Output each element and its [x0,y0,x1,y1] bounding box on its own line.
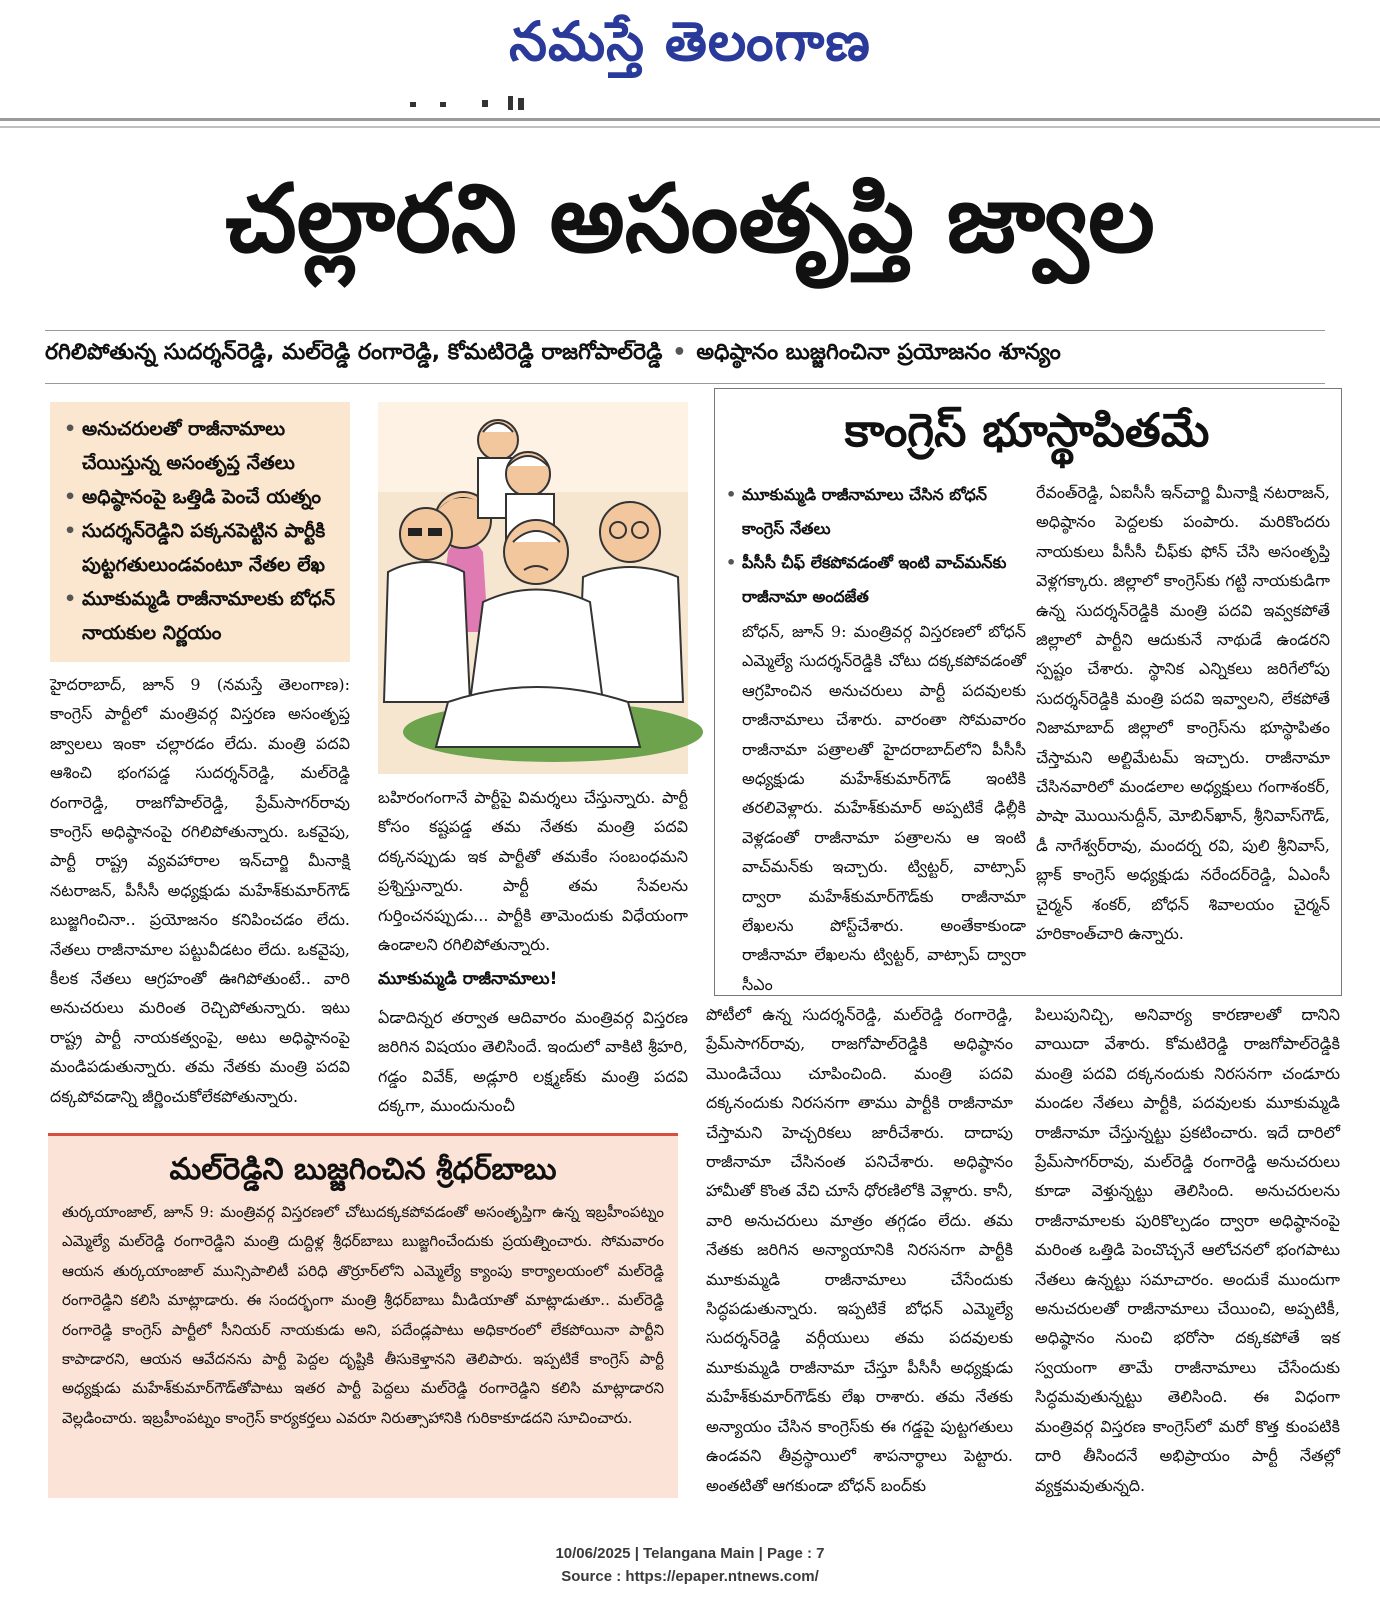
page-footer-source: Source : https://epaper.ntnews.com/ [561,1568,819,1585]
masthead-rule [0,118,1380,121]
article-column-3: పోటీలో ఉన్న సుదర్శన్‌రెడ్డి, మల్‌రెడ్డి రంగారెడ్డి, ప్రేమ్‌సాగర్‌రావు, రాజగోపాల్‌రెడ్డికి అధిష్ఠానం మొండిచేయి చూపించింది. మంత్రి పదవి దక్కనందుకు నిరసనగా తాము పార్టీకి రాజీనామా చేస్తామని హెచ్చరికలు జారీచేశారు. దాదాపు రాజీనామా చేసినంత పనిచేశారు. అధిష్ఠానం హామీతో కొంత వేచి చూసే ధోరణిలోకి వెళ్లారు. కానీ, వారి అనుచరులు మాత్రం తగ్గడం లేదు. తమ నేతకు జరిగిన అన్యాయానికి నిరసనగా పార్టీకి మూకుమ్మడి రాజీనామాలు చేసేందుకు సిద్ధపడుతున్నారు. ఇప్పటికే బోధన్ ఎమ్మెల్యే సుదర్శన్‌రెడ్డి వర్గీయులు తమ పదవులకు మూకుమ్మడి రాజీనామా చేస్తూ పీసీసీ అధ్యక్షుడు మహేశ్‌కుమార్‌గౌడ్‌కు లేఖ రాశారు. తమ నేతకు అన్యాయం చేసిన కాంగ్రెస్‌కు ఈ గడ్డపై పుట్టగతులు ఉండవని తీవ్రస్థాయిలో శాపనార్థాలు పెట్టారు. అంతటితో ఆగకుండా బోధన్ బంద్‌కు [706,1005,1013,1495]
article-column-2: బహిరంగంగానే పార్టీపై విమర్శలు చేస్తున్నారు. పార్టీ కోసం కష్టపడ్డ తమ నేతకు మంత్రి పదవి దక్కనప్పుడు ఇక పార్టీతో తమకేం సంబంధమని ప్రశ్నిస్తున్నారు. పార్టీ తమ సేవలను గుర్తించనప్పుడు... పార్టీకి తామెందుకు విధేయంగా ఉండాలని రగిలిపోతున్నారు. [378,788,688,955]
highlights-box [50,402,350,662]
article-column-2-continued: ఏడాదిన్నర తర్వాత ఆదివారం మంత్రివర్గ విస్తరణ జరిగిన విషయం తెలిసిందే. ఇందులో వాకిటి శ్రీహరి, గడ్డం వివేక్, అడ్లూరి లక్ష్మణ్‌కు మంత్రి పదవి దక్కగా, ముందునుంచీ [378,1008,688,1116]
masthead-ornament [410,96,540,112]
boxed-story-title: మల్‌రెడ్డిని బుజ్జగించిన శ్రీధర్‌బాబు [169,1152,557,1187]
article-column-1: హైదరాబాద్, జూన్ 9 (నమస్తే తెలంగాణ): కాంగ్రెస్ పార్టీలో మంత్రివర్గ విస్తరణ అసంతృప్త జ్వాలలు ఇంకా చల్లారడం లేదు. మంత్రి పదవి ఆశించి భంగపడ్డ సుదర్శన్‌రెడ్డి, మల్‌రెడ్డి రంగారెడ్డి, రాజగోపాల్‌రెడ్డి, ప్రేమ్‌సాగర్‌రావు కాంగ్రెస్ అధిష్ఠానంపై రగిలిపోతున్నారు. ఒకవైపు, పార్టీ రాష్ట్ర వ్యవహారాల ఇన్‌చార్జి మీనాక్షి నటరాజన్, పీసీసీ అధ్యక్షుడు మహేశ్‌కుమార్‌గౌడ్ బుజ్జగించినా.. ప్రయోజనం కనిపించడం లేదు. నేతలు రాజీనామాల పట్టువీడటం లేదు. ఒకవైపు, కీలక నేతలు ఆగ్రహంతో ఊగిపోతుంటే.. వారి అనుచరులు మరింత రెచ్చిపోతున్నారు. ఇటు రాష్ట్ర పార్టీ నాయకత్వంపై, అటు అధిష్ఠానంపై మండిపడుతున్నారు. తమ నేతకు మంత్రి పదవి దక్కపోవడాన్ని జీర్ణించుకోలేకపోతున్నారు. [50,675,350,1106]
sidebar-story-highlights [726,478,1026,614]
page-headline: చల్లారని అసంతృప్తి జ్వాల [225,165,1155,274]
subdeck-part2: అధిష్ఠానం బుజ్జగించినా ప్రయోజనం శూన్యం [696,340,1061,365]
highlight-item: • అధిష్ఠానంపై ఒత్తిడి పెంచే యత్నం [64,480,338,514]
article-column-4: పిలుపునిచ్చి, అనివార్య కారణాలతో దానిని వాయిదా వేశారు. కోమటిరెడ్డి రాజగోపాల్‌రెడ్డికి మంత్రి పదవి దక్కనందుకు నిరసనగా చండూరు మండల నేతలు పార్టీకి, పదవులకు మూకుమ్మడి రాజీనామా చేస్తున్నట్టు ప్రకటించారు. ఇదే దారిలో ప్రేమ్‌సాగర్‌రావు, మల్‌రెడ్డి రంగారెడ్డి అనుచరులు కూడా వెళ్తున్నట్టు తెలిసింది. అనుచరులను రాజీనామాలకు పురికొల్పడం ద్వారా అధిష్ఠానంపై మరింత ఒత్తిడి పెంచొచ్చనే ఆలోచనలో భంగపాటు నేతలు ఉన్నట్టు సమాచారం. అందుకే ముందుగా అనుచరులతో రాజీనామాలు చేయించి, అప్పటికీ, అధిష్ఠానం నుంచి భరోసా దక్కకపోతే ఇక స్వయంగా తామే రాజీనామాలు చేసేందుకు సిద్ధమవుతున్నట్టు తెలిసింది. ఈ విధంగా మంత్రివర్గ విస్తరణ కాంగ్రెస్‌లో మరో కొత్త కుంపటికి దారి తీసిందనే అభిప్రాయం పార్టీ నేతల్లో వ్యక్తమవుతున్నది. [1035,1005,1340,1495]
sidebar-story-column-a: బోధన్, జూన్ 9: మంత్రివర్గ విస్తరణలో బోధన్ ఎమ్మెల్యే సుదర్శన్‌రెడ్డికి చోటు దక్కకపోవడంతో ఆగ్రహించిన అనుచరులు పార్టీ పదవులకు రాజీనామాలు చేశారు. వారంతా సోమవారం రాజీనామా పత్రాలతో హైదరాబాద్‌లోని పీసీసీ అధ్యక్షుడు మహేశ్‌కుమార్‌గౌడ్ ఇంటికి తరలివెళ్లారు. మహేశ్‌కుమార్ అప్పటికే ఢిల్లీకి వెళ్లడంతో రాజీనామా పత్రాలను ఆ ఇంటి వాచ్‌మన్‌కు ఇచ్చారు. ట్విట్టర్, వాట్సాప్ ద్వారా మహేశ్‌కుమార్‌గౌడ్‌కు రాజీనామా లేఖలను పోస్ట్‌చేశారు. అంతేకాకుండా రాజీనామా లేఖలను ట్విట్టర్, వాట్సాప్ ద్వారా సీఎం [742,622,1026,994]
cartoon-illustration [378,402,688,774]
masthead-rule-thin [0,126,1380,128]
subdeck [45,340,1345,370]
sidebar-highlight-item: • పీసీసీ చీఫ్ లేకపోవడంతో ఇంటి వాచ్‌మన్‌కు రాజీనామా అందజేత [726,546,1026,614]
sidebar-story-column-b: రేవంత్‌రెడ్డి, ఏఐసీసీ ఇన్‌చార్జి మీనాక్షి నటరాజన్, అధిష్ఠానం పెద్దలకు పంపారు. మరికొందరు నాయకులు పీసీసీ చీఫ్‌కు ఫోన్ చేసి అసంతృప్తి వెళ్లగక్కారు. జిల్లాలో కాంగ్రెస్‌కు గట్టి నాయకుడిగా ఉన్న సుదర్శన్‌రెడ్డికి మంత్రి పదవి ఇవ్వకపోతే జిల్లాలో పార్టీని ఆదుకునే నాథుడే ఉండరని స్పష్టం చేశారు. స్థానిక ఎన్నికలు జరిగేలోపు సుదర్శన్‌రెడ్డికి మంత్రి పదవి ఇవ్వాలని, లేకపోతే నిజామాబాద్ జిల్లాలో కాంగ్రెస్‌ను భూస్థాపితం చేస్తామని అల్టిమేటమ్ ఇచ్చారు. రాజీనామా చేసినవారిలో మండలాల అధ్యక్షులు గంగాశంకర్, పాషా మొయినుద్దీన్, మోబిన్‌ఖాన్, శ్రీనివాస్‌గౌడ్, డీ నాగేశ్వర్‌రావు, మందర్న రవి, పులి శ్రీనివాస్, బ్లాక్ కాంగ్రెస్ అధ్యక్షుడు నరేందర్‌రెడ్డి, ఏఎంసీ చైర్మన్ శంకర్, బోధన్ శివాలయం చైర్మన్ హరికాంత్‌చారి ఉన్నారు. [1036,483,1330,944]
sidebar-highlight-item: • మూకుమ్మడి రాజీనామాలు చేసిన బోధన్ కాంగ్రెస్ నేతలు [726,478,1026,546]
bullet-icon: • [672,340,687,365]
subdeck-part1: రగిలిపోతున్న సుదర్శన్‌రెడ్డి, మల్‌రెడ్డి రంగారెడ్డి, కోమటిరెడ్డి రాజగోపాల్‌రెడ్డి [45,340,663,365]
article-subheading: మూకుమ్మడి రాజీనామాలు! [378,969,558,989]
masthead: నమస్తే తెలంగాణ [509,10,871,73]
highlight-item: • అనుచరులతో రాజీనామాలు చేయిస్తున్న అసంతృప్త నేతలు [64,412,338,480]
sidebar-story-title: కాంగ్రెస్ భూస్థాపితమే [844,403,1210,457]
highlights-list [50,402,350,650]
highlight-item: • మూకుమ్మడి రాజీనామాలకు బోధన్ నాయకుల నిర్ణయం [64,582,338,650]
boxed-story-body: తుర్కయాంజాల్, జూన్ 9: మంత్రివర్గ విస్తరణలో చోటుదక్కకపోవడంతో అసంతృప్తిగా ఉన్న ఇబ్రహీంపట్నం ఎమ్మెల్యే మల్‌రెడ్డి రంగారెడ్డిని మంత్రి దుద్దిళ్ల శ్రీధర్‌బాబు బుజ్జగించేందుకు ప్రయత్నించారు. సోమవారం ఆయన తుర్కయాంజాల్ మున్సిపాలిటీ పరిధి తొర్రూర్‌లోని ఎమ్మెల్యే క్యాంపు కార్యాలయంలో మల్‌రెడ్డి రంగారెడ్డిని కలిసి మాట్లాడారు. ఈ సందర్భంగా మంత్రి శ్రీధర్‌బాబు మీడియాతో మాట్లాడుతూ.. మల్‌రెడ్డి రంగారెడ్డి కాంగ్రెస్ పార్టీలో సీనియర్ నాయకుడు అని, పదేండ్లపాటు అధికారంలో లేకపోయినా పార్టీని కాపాడారని, ఆయన ఆవేదనను పార్టీ పెద్దల దృష్టికి తీసుకెళ్తానని తెలిపారు. ఇప్పటికే కాంగ్రెస్ పార్టీ అధ్యక్షుడు మహేశ్‌కుమార్‌గౌడ్‌తోపాటు ఇతర పార్టీ పెద్దలు మల్‌రెడ్డి రంగారెడ్డిని కలిసి మాట్లాడారని వెల్లడించారు. ఇబ్రహీంపట్నం కాంగ్రెస్ కార్యకర్తలు ఎవరూ నిరుత్సాహానికి గురికాకూడదని సూచించారు. [62,1203,664,1427]
subdeck-rule-bottom [45,383,1325,384]
highlight-item: • సుదర్శన్‌రెడ్డిని పక్కనపెట్టిన పార్టీకి పుట్టగతులుండవంటూ నేతల లేఖ [64,514,338,582]
subdeck-rule-top [45,330,1325,331]
page-footer-info: 10/06/2025 | Telangana Main | Page : 7 [555,1545,825,1562]
